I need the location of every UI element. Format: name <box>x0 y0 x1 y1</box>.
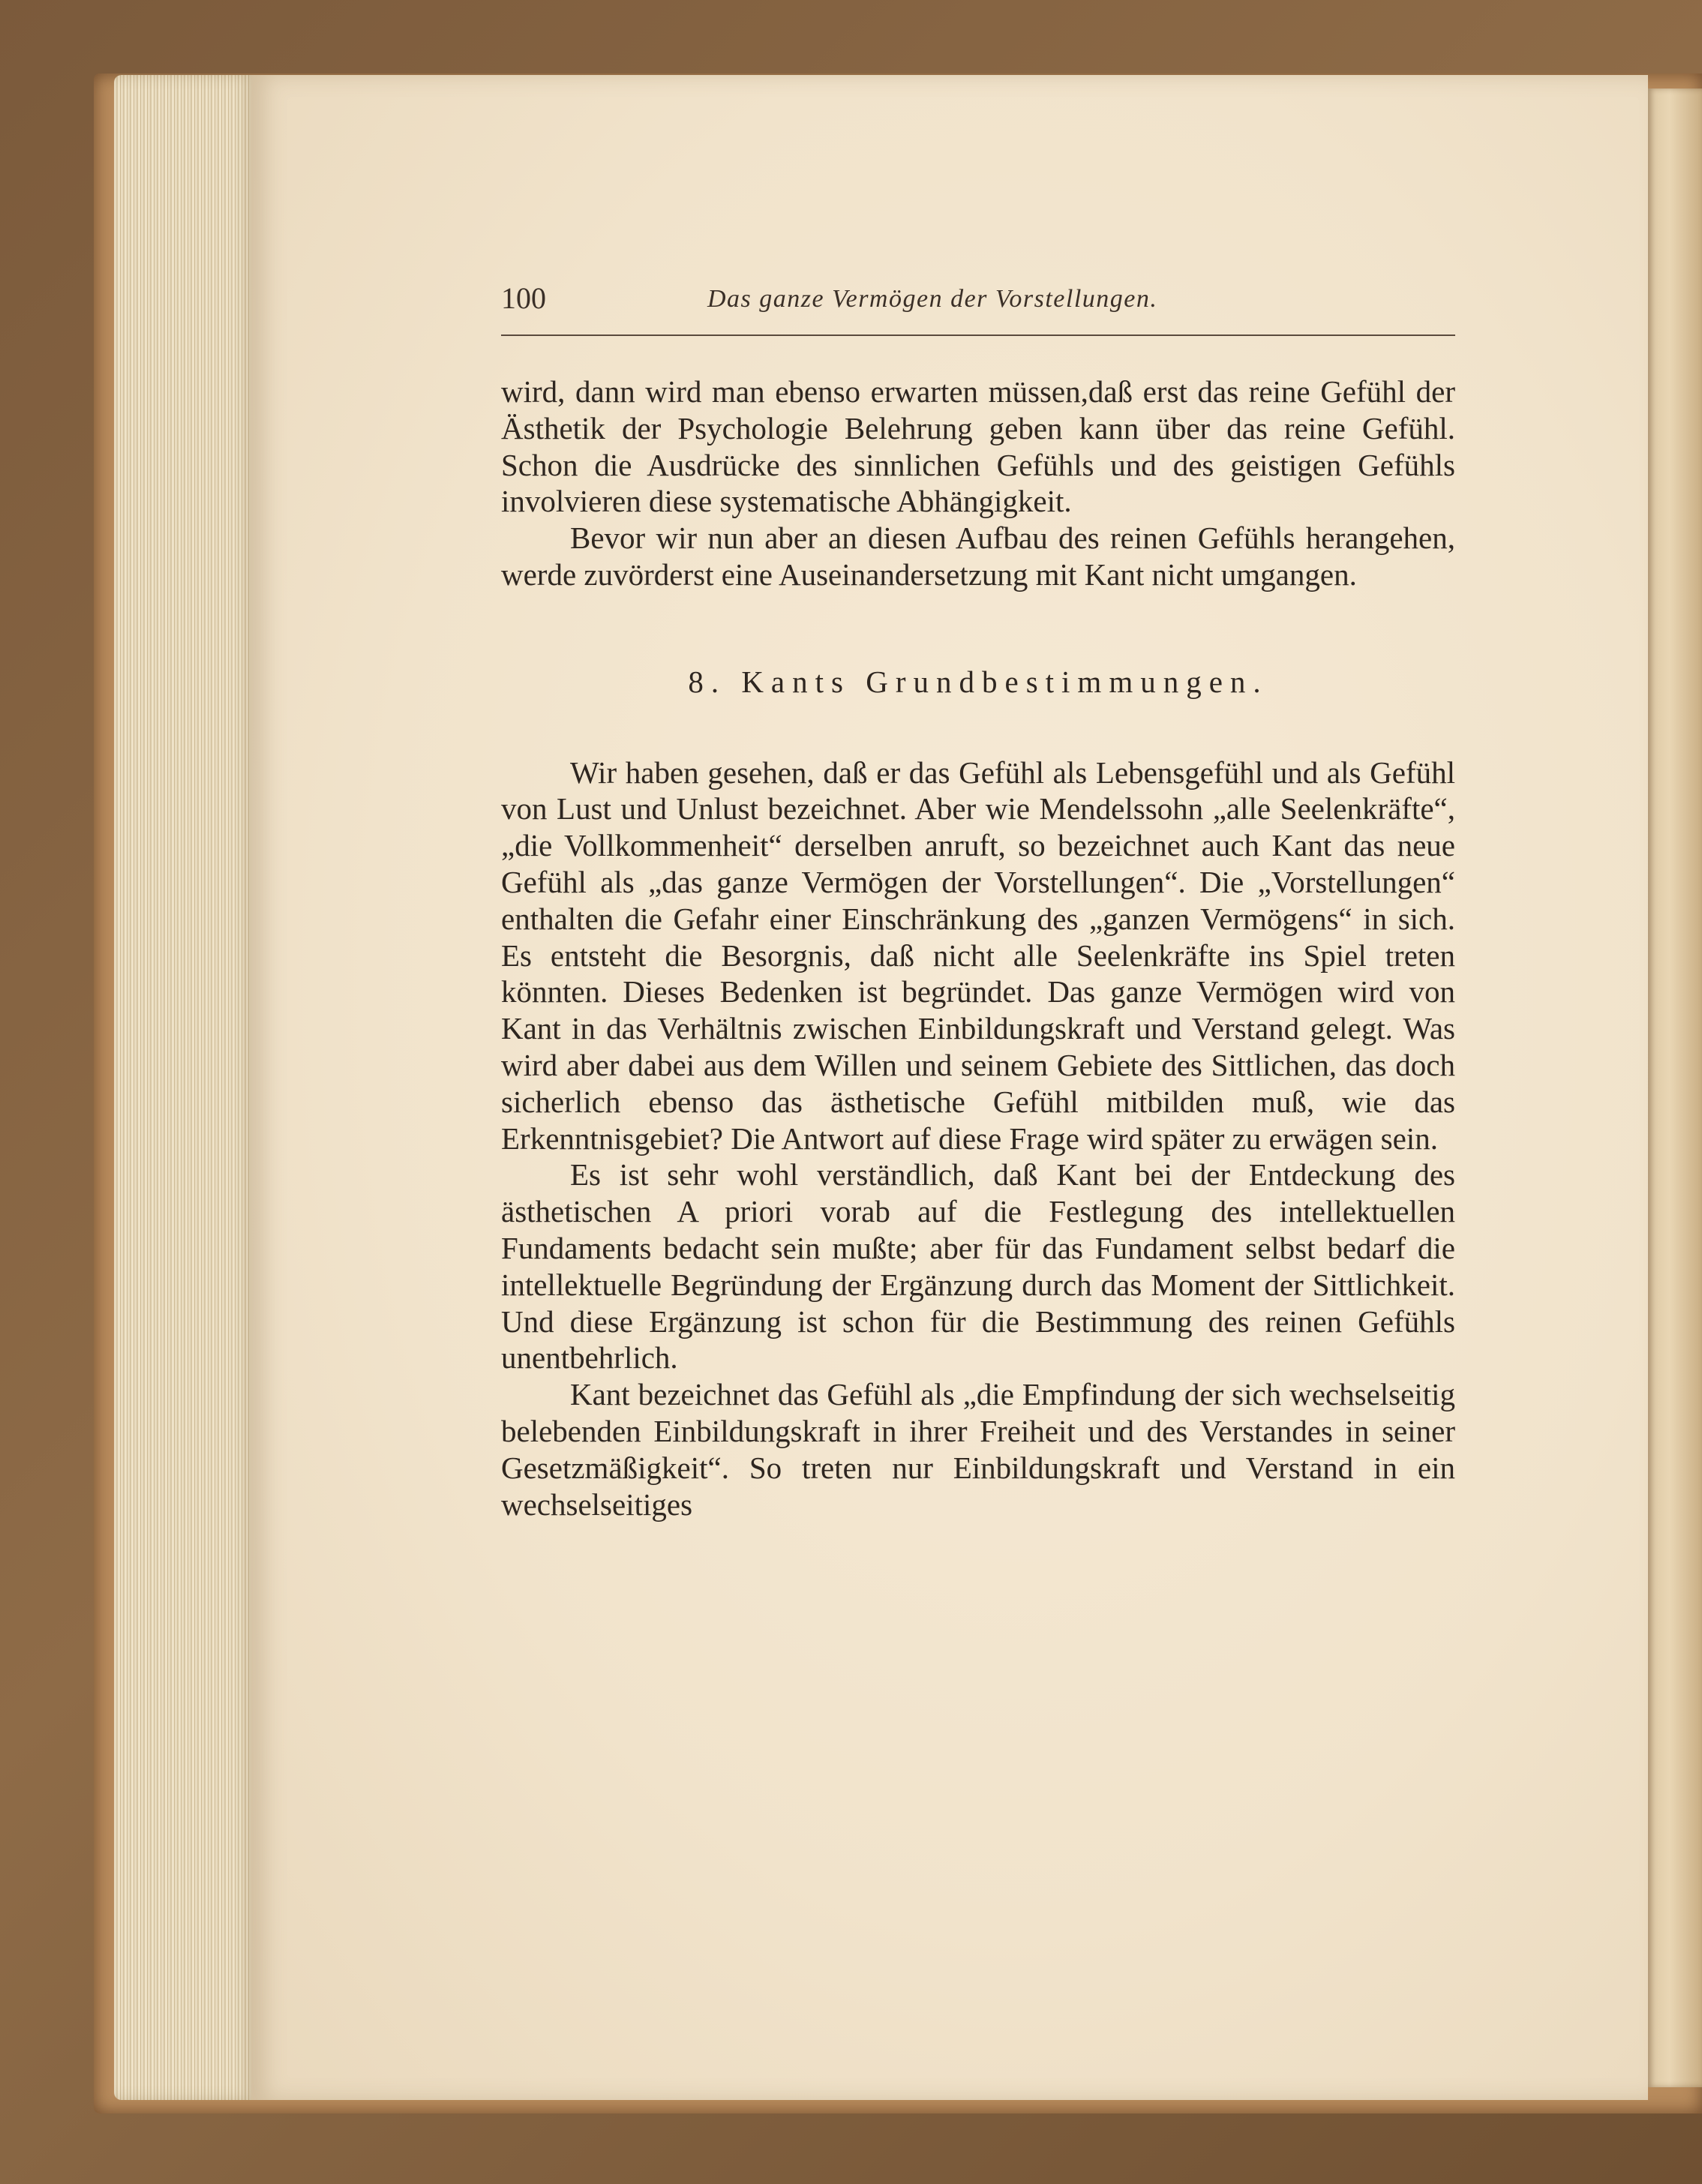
header-rule <box>501 334 1455 336</box>
page-number: 100 <box>501 281 546 315</box>
paragraph-4: Es ist sehr wohl verständlich, daß Kant bei der Entdeckung des ästhetischen A priori vorab auf die Festlegung des intellektuellen Fundaments bedacht sein mußte; aber für das Fundament selbst bedarf die intellektuelle Begründung der Ergänzung durch das Moment der Sittlichkeit. Und diese Ergänzung ist schon für die Bestimmung des reinen Gefühls unentbehrlich. <box>501 1157 1455 1376</box>
paragraph-5: Kant bezeichnet das Gefühl als „die Empfindung der sich wechselseitig belebenden Einbildungskraft in ihrer Freiheit und des Verstandes in seiner Gesetzmäßigkeit“. So treten nur Einbildungskraft und Verstand in ein wechselseitiges <box>501 1377 1455 1522</box>
facing-page-edge <box>1648 88 1702 2087</box>
page-edges <box>114 75 257 2100</box>
paragraph-3: Wir haben gesehen, daß er das Gefühl als Lebensgefühl und als Gefühl von Lust und Unlust bezeichnet. Aber wie Mendelssohn „alle Seelenkräfte“, „die Vollkommenheit“ derselben anruft, so bezeichnet auch Kant das neue Gefühl als „das ganze Vermögen der Vorstellungen“. Die „Vorstellungen“ enthalten die Gefahr einer Einschränkung des „ganzen Vermögens“ in sich. Es entsteht die Besorgnis, daß nicht alle Seelenkräfte ins Spiel treten könnten. Dieses Bedenken ist begründet. Das ganze Vermögen wird von Kant in das Verhältnis zwischen Einbildungskraft und Verstand gelegt. Was wird aber dabei aus dem Willen und seinem Gebiete des Sittlichen, das doch sicherlich ebenso das ästhetische Gefühl mitbilden muß, wie das Erkenntnisgebiet? Die Antwort auf diese Frage wird später zu erwägen sein. <box>501 754 1455 1156</box>
paragraph-2: Bevor wir nun aber an diesen Aufbau des reinen Gefühls herangehen, werde zuvörderst eine Auseinandersetzung mit Kant nicht umgangen. <box>501 520 1455 592</box>
running-title: Das ganze Vermögen der Vorstellungen. <box>707 285 1158 313</box>
body-text <box>501 374 1455 1522</box>
section-heading: 8. Kants Grundbestimmungen. <box>688 664 1268 699</box>
paragraph-1: wird, dann wird man ebenso erwarten müssen,daß erst das reine Gefühl der Ästhetik der Psychologie Belehrung geben kann über das reine Gefühl. Schon die Ausdrücke des sinnlichen Gefühls und des geistigen Gefühls involvieren diese systematische Abhängigkeit. <box>501 374 1455 519</box>
running-head <box>501 278 1455 330</box>
